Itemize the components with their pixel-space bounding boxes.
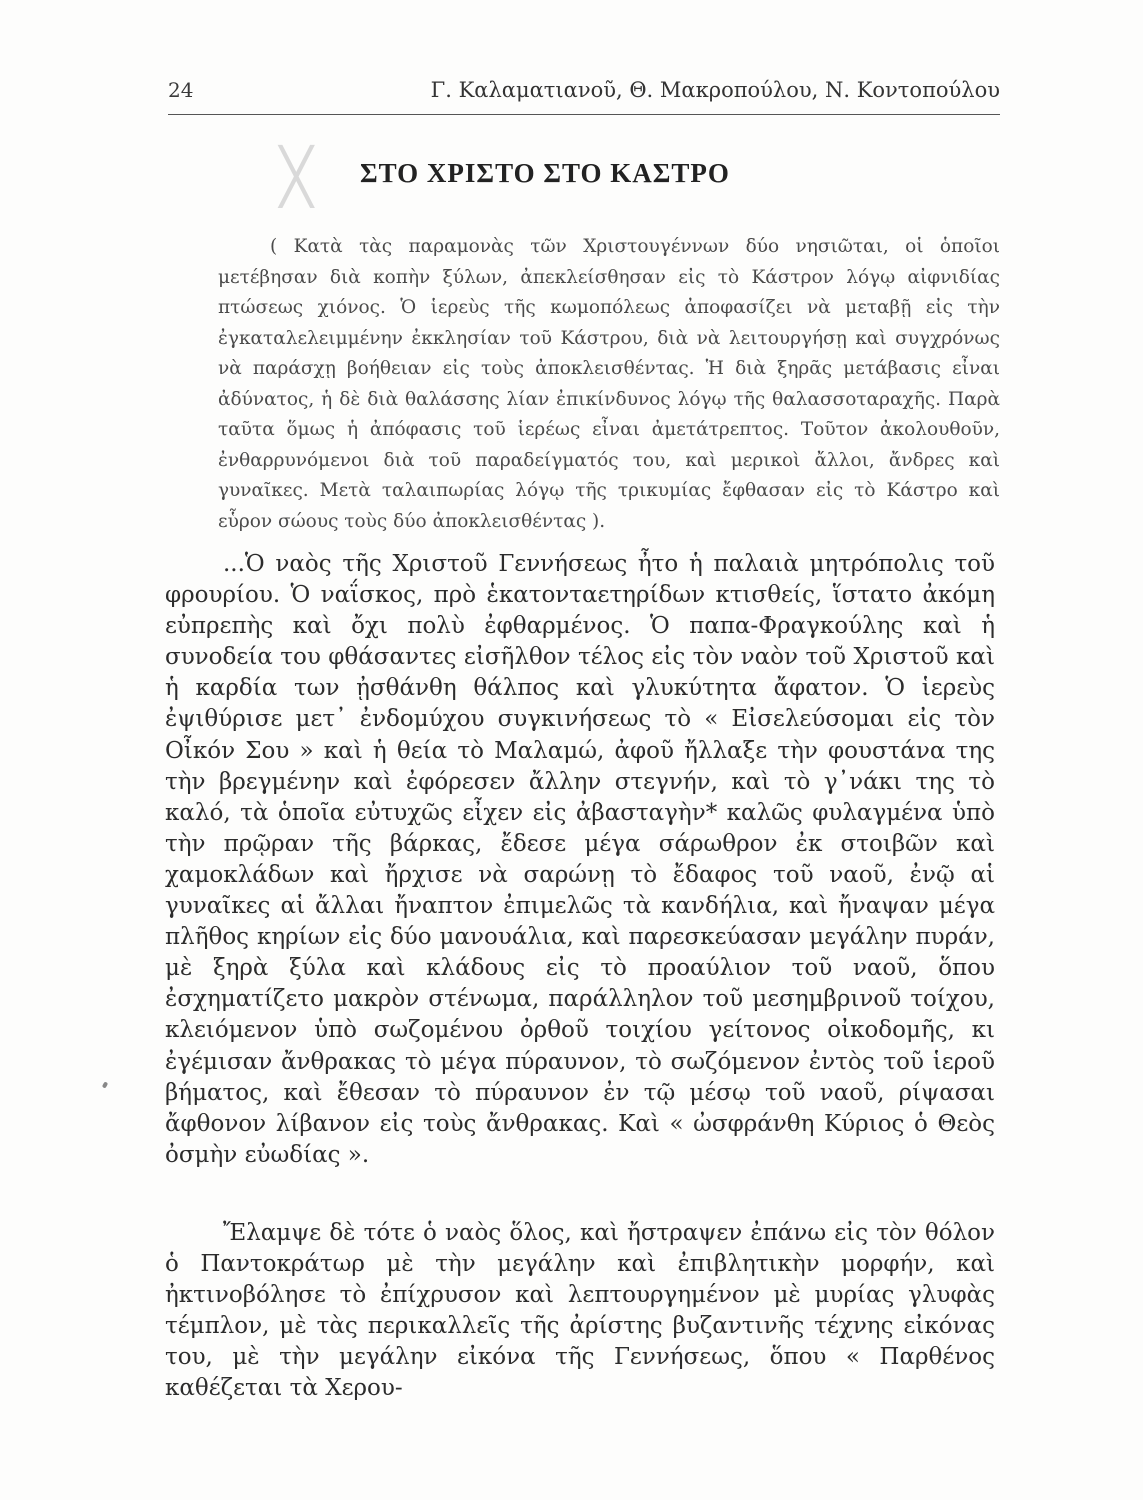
running-header	[168, 78, 1000, 115]
chapter-title: ΣΤΟ ΧΡΙΣΤΟ ΣΤΟ ΚΑΣΤΡΟ	[360, 158, 730, 188]
header-authors: Γ. Καλαματιανοῦ, Θ. Μακροπούλου, Ν. Κοντοπούλου	[430, 78, 1000, 102]
body-paragraph-2: Ἔλαμψε δὲ τότε ὁ ναὸς ὅλος, καὶ ἤστραψεν ἐπάνω εἰς τὸν θόλον ὁ Παντοκράτωρ μὲ τὴν μεγάλην καὶ ἐπιβλητικὴν μορφήν, καὶ ἠκτινοβόλησε τὸ ἐπίχρυσον καὶ λεπτουργημένον μὲ μυρίας γλυφὰς τέμπλον, μὲ τὰς περικαλλεῖς τῆς ἀρίστης βυζαντινῆς τέχνης εἰκόνας του, μὲ τὴν μεγάλην εἰκόνα τῆς Γεννήσεως, ὅπου « Παρθένος καθέζεται τὰ Χερου-	[165, 1220, 995, 1402]
intro-summary: ( Κατὰ τὰς παραμονὰς τῶν Χριστουγέννων δύο νησιῶται, οἱ ὁποῖοι μετέβησαν διὰ κοπὴν ξύλων, ἀπεκλείσθησαν εἰς τὸ Κάστρον λόγῳ αἰφνιδίας πτώσεως χιόνος. Ὁ ἱερεὺς τῆς κωμοπόλεως ἀποφασίζει νὰ μεταβῇ εἰς τὴν ἐγκαταλελειμμένην ἐκκλησίαν τοῦ Κάστρου, διὰ νὰ λειτουργήσῃ καὶ συγχρόνως νὰ παράσχῃ βοήθειαν εἰς τοὺς ἀποκλεισθέντας. Ἡ διὰ ξηρᾶς μετάβασις εἶναι ἀδύνατος, ἡ δὲ διὰ θαλάσσης λίαν ἐπικίνδυνος λόγῳ τῆς θαλασσοταραχῆς. Παρὰ ταῦτα ὅμως ἡ ἀπόφασις τοῦ ἱερέως εἶναι ἀμετάτρεπτος. Τοῦτον ἀκολουθοῦν, ἐνθαρρυνόμενοι διὰ τοῦ παραδείγματός του, καὶ μερικοὶ ἄλλοι, ἄνδρες καὶ γυναῖκες. Μετὰ ταλαιπωρίας λόγῳ τῆς τρικυμίας ἔφθασαν εἰς τὸ Κάστρο καὶ εὗρον σώους τοὺς δύο ἀποκλεισθέντας ).	[218, 236, 1000, 532]
page-number: 24	[168, 78, 194, 102]
stray-ink-mark-icon	[102, 1081, 108, 1088]
body-paragraph-1: ...Ὁ ναὸς τῆς Χριστοῦ Γεννήσεως ἦτο ἡ παλαιὰ μητρόπολις τοῦ φρουρίου. Ὁ ναΐσκος, πρὸ ἑκατονταετηρίδων κτισθείς, ἵστατο ἀκόμη εὐπρεπὴς καὶ ὄχι πολὺ ἐφθαρμένος. Ὁ παπα-Φραγκούλης καὶ ἡ συνοδεία του φθάσαντες εἰσῆλθον τέλος εἰς τὸν ναὸν τοῦ Χριστοῦ καὶ ἡ καρδία των ᾐσθάνθη θάλπος καὶ γλυκύτητα ἄφατον. Ὁ ἱερεὺς ἐψιθύρισε μετ᾽ ἐνδομύχου συγκινήσεως τὸ « Εἰσελεύσομαι εἰς τὸν Οἶκόν Σου » καὶ ἡ θεία τὸ Μαλαμώ, ἀφοῦ ἤλλαξε τὴν φουστάνα της τὴν βρεγμένην καὶ ἐφόρεσεν ἄλλην στεγνήν, καὶ τὸ γ᾽νάκι της τὸ καλό, τὰ ὁποῖα εὐτυχῶς εἶχεν εἰς ἀβασταγὴν* καλῶς φυλαγμένα ὑπὸ τὴν πρῷραν τῆς βάρκας, ἔδεσε μέγα σάρωθρον ἐκ στοιβῶν καὶ χαμοκλάδων καὶ ἤρχισε νὰ σαρώνῃ τὸ ἔδαφος τοῦ ναοῦ, ἐνῷ αἱ γυναῖκες αἱ ἄλλαι ἤναπτον ἐπιμελῶς τὰ κανδήλια, καὶ ἤναψαν μέγα πλῆθος κηρίων εἰς δύο μανουάλια, καὶ παρεσκεύασαν μεγάλην πυράν, μὲ ξηρὰ ξύλα καὶ κλάδους εἰς τὸ προαύλιον τοῦ ναοῦ, ὅπου ἐσχηματίζετο μακρὸν στένωμα, παράλληλον τοῦ μεσημβρινοῦ τοίχου, κλειόμενον ὑπὸ σωζομένου ὀρθοῦ τοιχίου γείτονος οἰκοδομῆς, κι ἐγέμισαν ἄνθρακας τὸ μέγα πύραυνον, τὸ σωζόμενον ἐντὸς τοῦ ἱεροῦ βήματος, καὶ ἔθεσαν τὸ πύραυνον ἐν τῷ μέσῳ τοῦ ναοῦ, ρίψασαι ἄφθονον λίβανον εἰς τοὺς ἄνθρακας. Καὶ « ὠσφράνθη Κύριος ὁ Θεὸς ὀσμὴν εὐωδίας ».	[165, 551, 995, 1168]
pencil-x-mark-icon: ╳	[280, 145, 313, 208]
